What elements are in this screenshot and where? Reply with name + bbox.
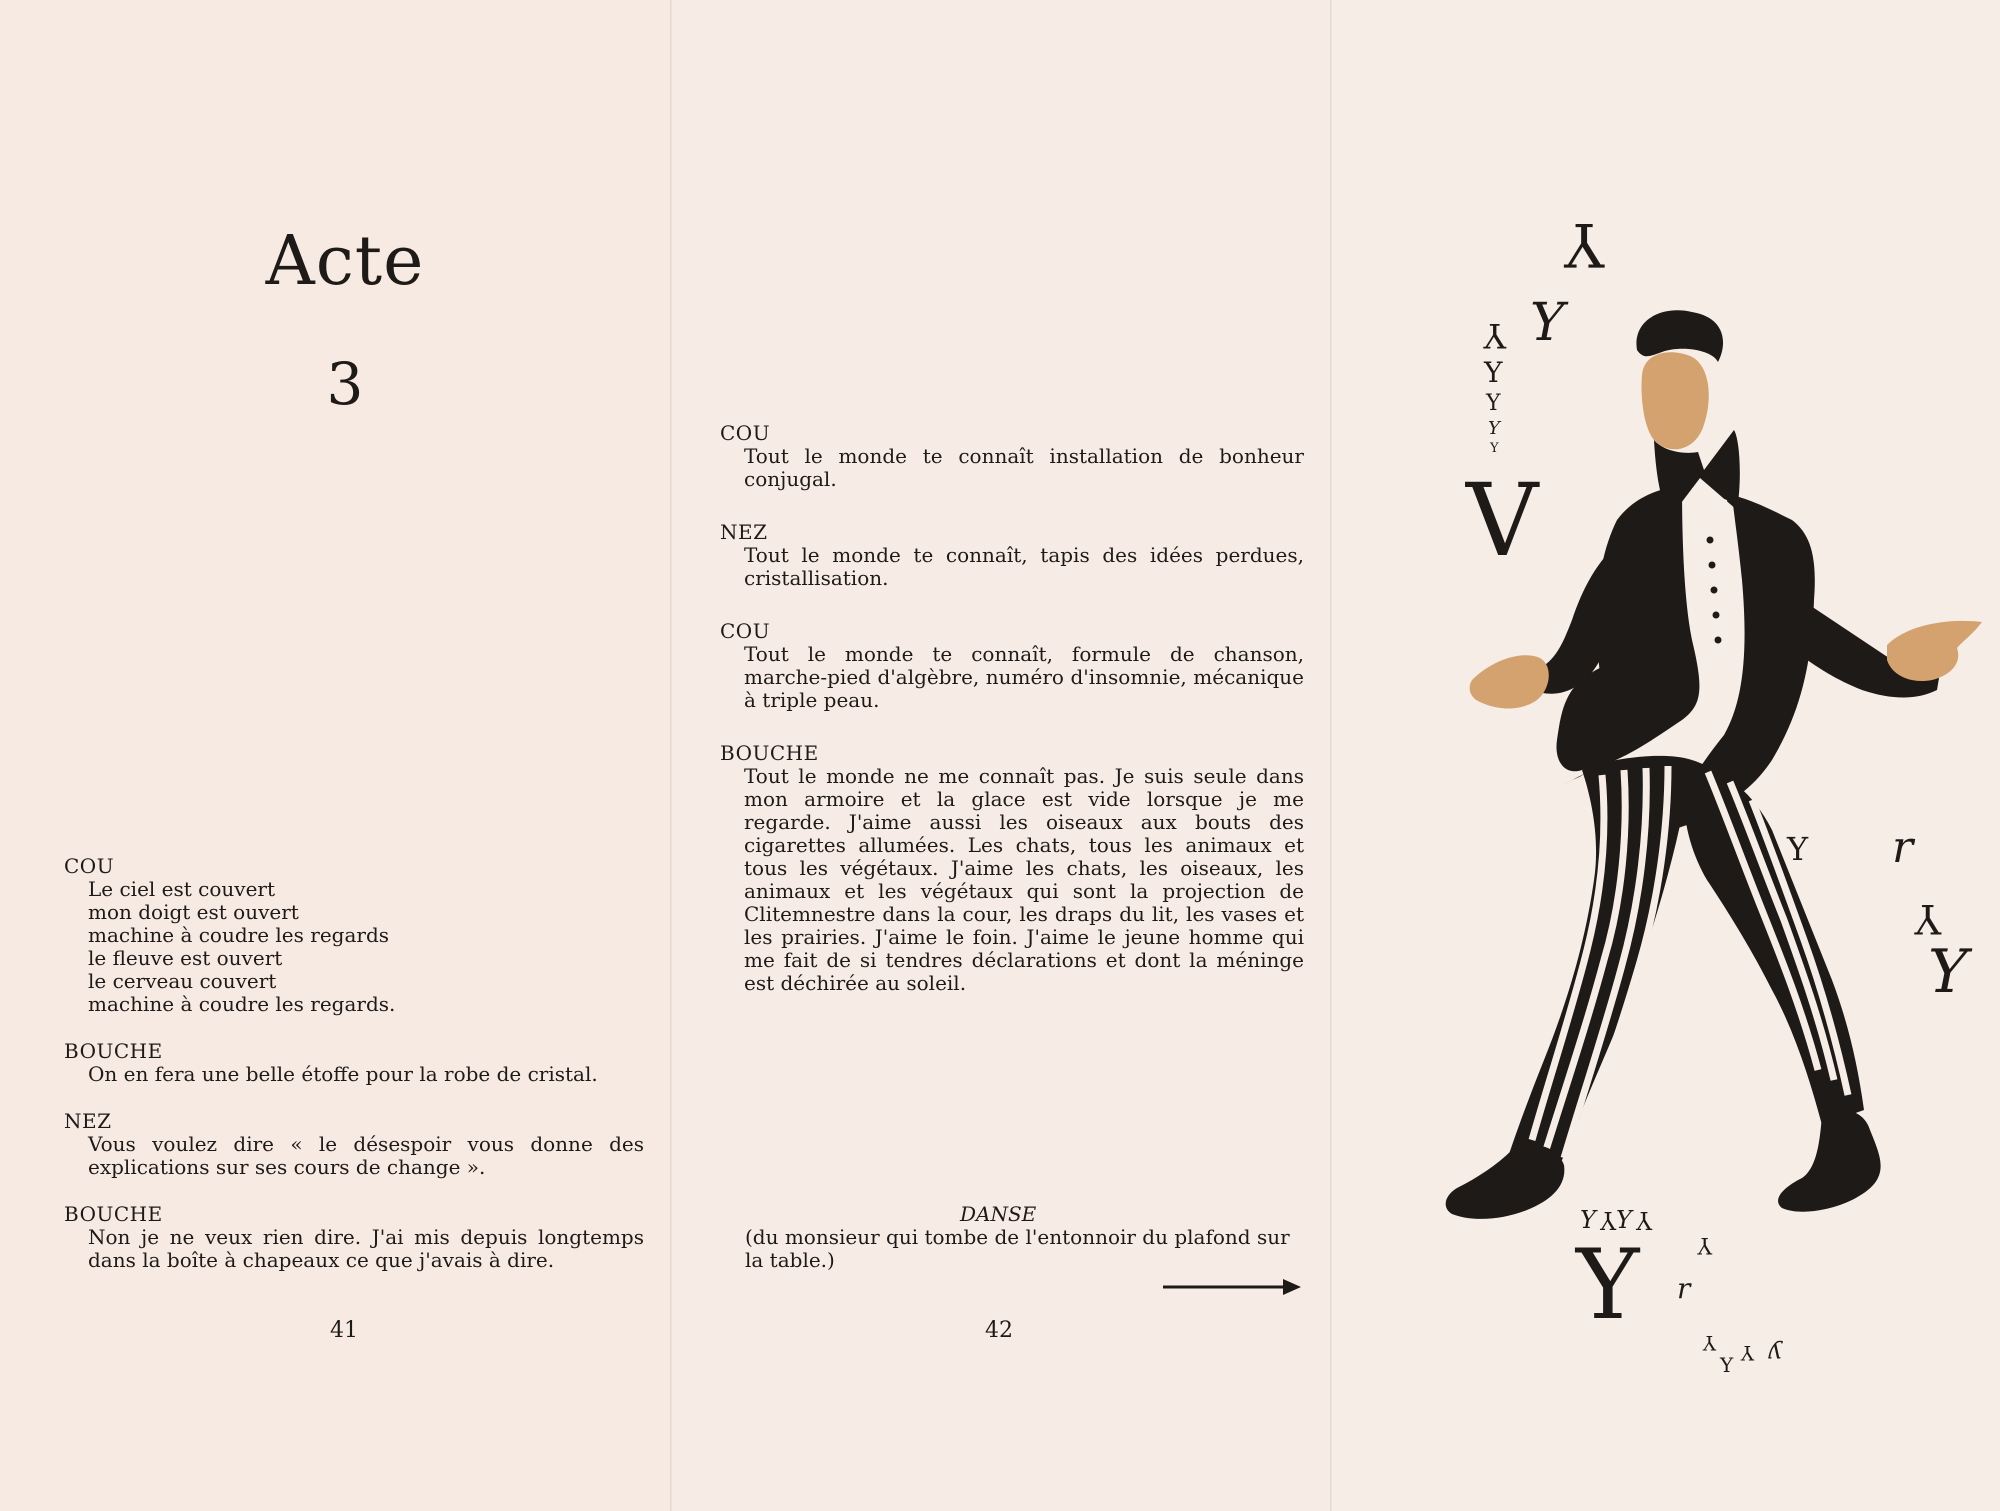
speaker-label: COU [720,421,771,445]
letter-glyph: Y [1787,830,1809,868]
letter-glyph: r [1677,1272,1691,1305]
page-fold [670,0,672,1511]
act-number: 3 [326,350,364,418]
danse-stage-direction: (du monsieur qui tombe de l'entonnoir du plafond sur la table.) [745,1225,1290,1272]
dialogue-text: Non je ne veux rien dire. J'ai mis depuis longtemps dans la boîte à chapeaux ce que j'avais à dire. [88,1225,644,1272]
dialogue-text: Tout le monde ne me connaît pas. Je suis seule dans mon armoire et la glace est vide lorsque je me regarde. J'aime aussi les oiseaux aux bouts des cigarettes allumées. Les chats, tous les animaux et tous les végétaux. J'aime les chats, les oiseaux, les animaux et les végétaux qui sont la projection de Clitemnestre dans la cour, les draps du lit, les vases et les prairies. J'aime le foin. J'aime le jeune homme qui me fait de si tendres déclarations et dont la méninge est déchirée au soleil. [744,764,1304,995]
letter-glyph: Y [1580,1206,1596,1234]
arrow-right-icon [1163,1277,1303,1297]
letter-glyph: Y [1697,1232,1712,1257]
verse-line: le cerveau couvert [88,969,277,993]
verse-line: le fleuve est ouvert [88,946,283,970]
speaker-label: BOUCHE [64,1039,163,1063]
letter-glyph: Y [1740,1341,1754,1365]
letter-glyph: Y [1486,391,1501,416]
verse-line: mon doigt est ouvert [88,900,299,924]
speaker-label: BOUCHE [720,741,819,765]
act-title: Acte [265,222,425,301]
verse-line: machine à coudre les regards [88,923,390,947]
dialogue-text: On en fera une belle étoffe pour la robe de cristal. [88,1062,598,1086]
letter-glyph: Y [1914,895,1941,941]
speaker-label: NEZ [64,1109,112,1133]
dialogue-text: Vous voulez dire « le désespoir vous donne des explications sur ses cours de change ». [88,1132,644,1179]
speaker-label: BOUCHE [64,1202,163,1226]
letter-glyph: Y [1636,1206,1652,1234]
letter-glyph: Y [1702,1331,1716,1355]
page-number: 41 [330,1318,358,1343]
letter-glyph: Y [1720,1353,1734,1377]
left-dialogue [64,855,644,1272]
letter-glyph: Y [1530,293,1565,353]
verse-line: Le ciel est couvert [88,877,276,901]
verse-line: machine à coudre les regards. [88,992,396,1016]
letter-glyph: Y [1488,418,1500,439]
letter-glyph: y [1768,1340,1782,1368]
letter-glyph: Y [1483,315,1506,355]
dialogue-text: Tout le monde te connaît, tapis des idées perdues, cristallisation. [744,543,1304,590]
letter-glyph: Y [1928,937,1968,1007]
dialogue-text: Tout le monde te connaît installation de bonheur conjugal. [744,444,1304,491]
speaker-label: COU [720,619,771,643]
letter-glyph: Y [1484,356,1503,389]
dancer-illustration [1332,0,2000,1511]
letter-glyph: Y [1490,441,1499,456]
speaker-label: COU [64,854,115,878]
speaker-label: NEZ [720,520,768,544]
middle-dialogue [720,422,1304,995]
page-number: 42 [985,1318,1013,1343]
letter-glyph: Y [1616,1206,1632,1234]
letter-glyph: Y [1576,1229,1640,1341]
letter-glyph: r [1892,822,1914,873]
danse-title: DANSE [960,1202,1037,1226]
letter-glyph: Y [1600,1206,1616,1234]
letter-glyph: V [1466,462,1539,579]
dialogue-text: Tout le monde te connaît, formule de chanson, marche-pied d'algèbre, numéro d'insomnie, mécanique à triple peau. [744,642,1304,712]
letter-glyph: Y [1564,209,1604,279]
